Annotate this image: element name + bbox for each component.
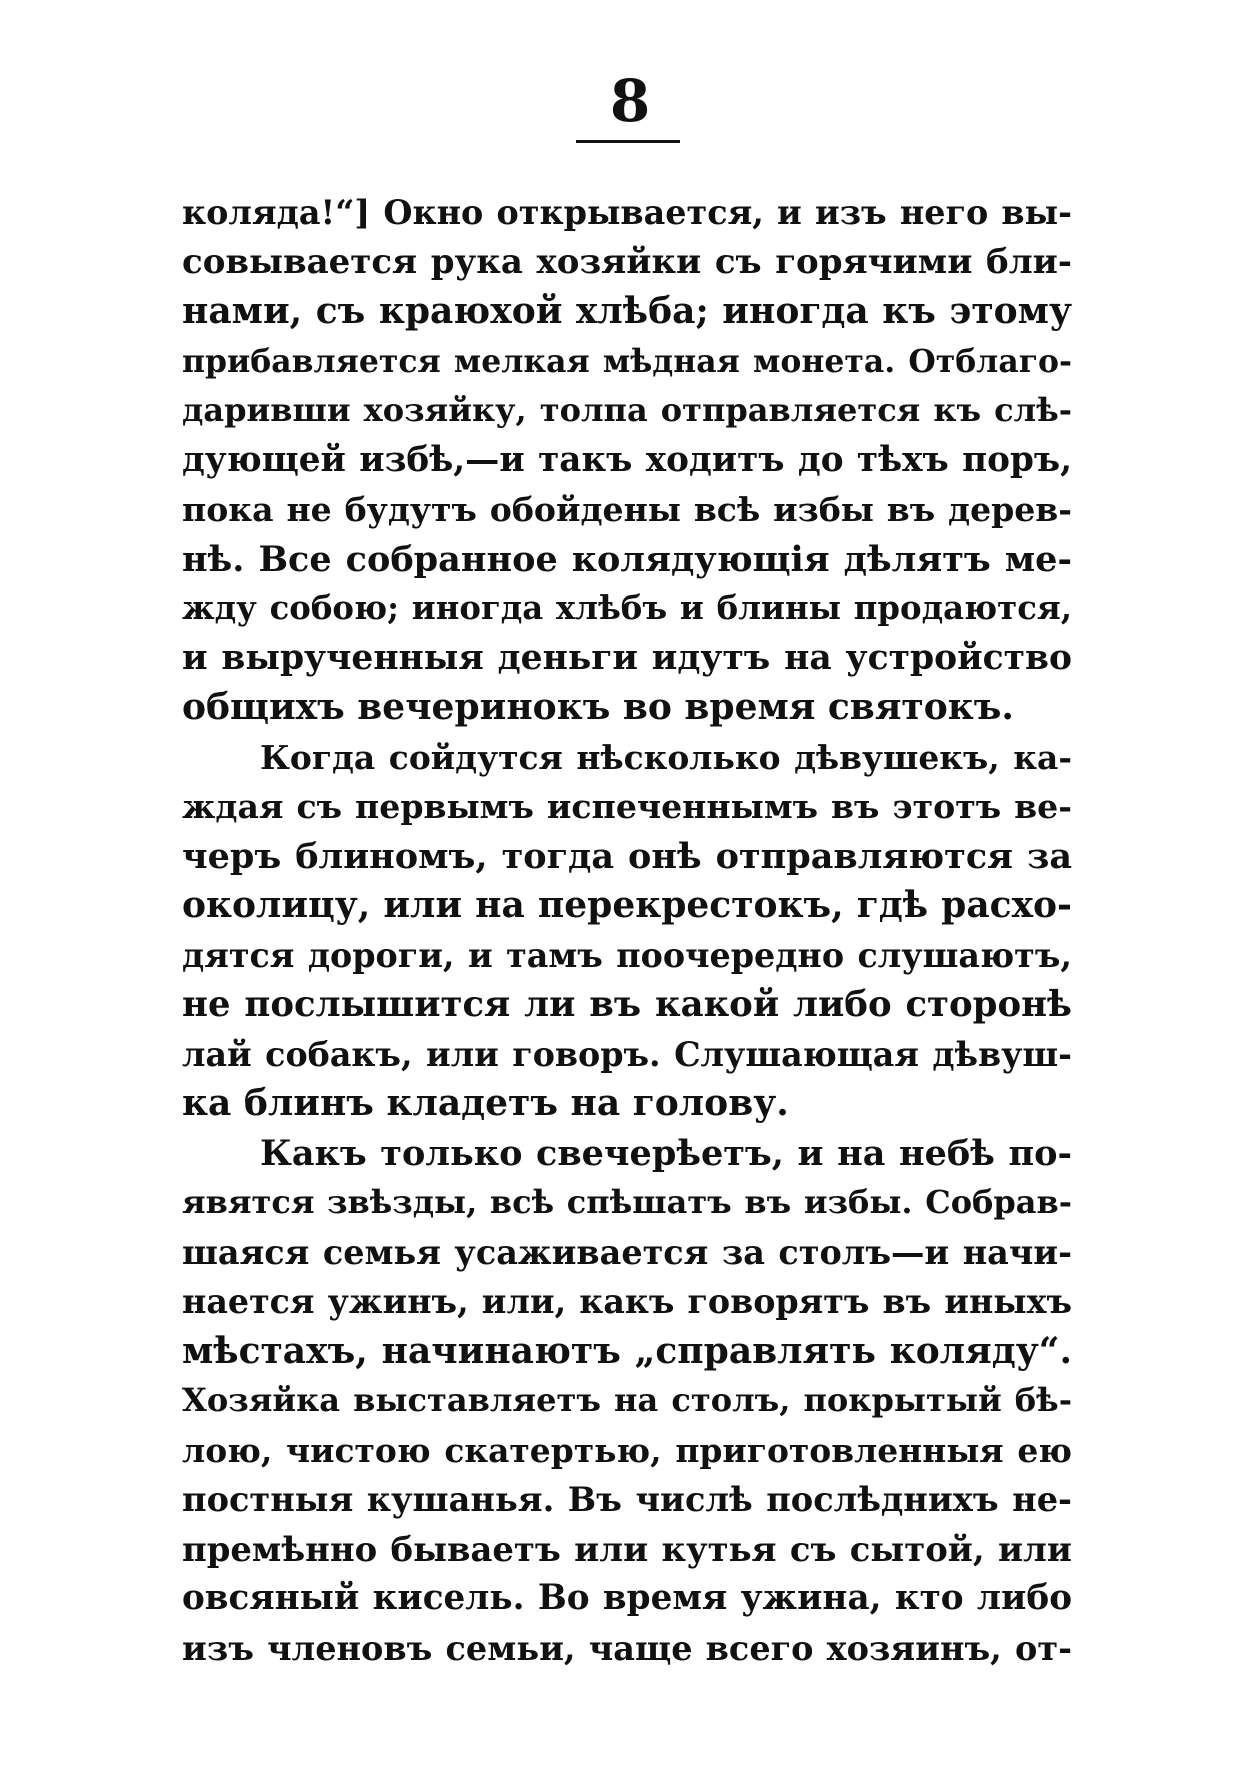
text-line: нѣ. Все собранное колядующія дѣлятъ ме- [182, 538, 1072, 580]
text-line: дующей избѣ,—и такъ ходитъ до тѣхъ поръ, [182, 439, 1072, 480]
text-line: прибавляется мелкая мѣдная монета. Отблаго- [182, 342, 1072, 380]
header-rule [576, 140, 680, 143]
text-line: Какъ только свечерѣетъ, и на небѣ по- [260, 1132, 1072, 1174]
text-line: общихъ вечеринокъ во время святокъ. [182, 686, 1014, 728]
text-line: околицу, или на перекрестокъ, гдѣ расхо- [182, 884, 1072, 926]
text-line: и вырученныя деньги идутъ на устройство [182, 637, 1072, 678]
text-line: пока не будутъ обойдены всѣ избы въ дерев- [182, 490, 1072, 529]
text-line: дятся дороги, и тамъ поочередно слушаютъ, [182, 935, 1072, 975]
page-number: 8 [609, 67, 651, 135]
text-line: не послышится ли въ какой либо сторонѣ [182, 984, 1072, 1025]
text-line: премѣнно бываетъ или кутья съ сытой, или [182, 1528, 1072, 1569]
text-line: овсяный кисель. Во время ужина, кто либо [182, 1578, 1072, 1618]
text-line: Хозяйка выставляетъ на столъ, покрытый бѣ- [182, 1381, 1072, 1419]
paragraph-3 [182, 1129, 1072, 1674]
text-line: шаяся семья усаживается за столъ—и начи- [182, 1232, 1072, 1272]
text-line: совывается рука хозяйки съ горячими бли- [182, 241, 1072, 282]
text-line: лай собакъ, или говоръ. Слушающая дѣвуш- [182, 1034, 1072, 1074]
body-text [182, 188, 1072, 1673]
text-line: черъ блиномъ, тогда онѣ отправляются за [182, 835, 1072, 877]
text-line: жду собою; иногда хлѣбъ и блины продаются, [182, 589, 1072, 627]
paragraph-2 [182, 733, 1072, 1129]
text-line: коляда!“] Окно открывается, и изъ него вы- [182, 193, 1072, 232]
text-line: явятся звѣзды, всѣ спѣшатъ въ избы. Собрав- [182, 1183, 1072, 1221]
text-line: нами, съ краюхой хлѣба; иногда къ этому [182, 290, 1072, 332]
text-line: нается ужинъ, или, какъ говорятъ въ иныхъ [182, 1282, 1072, 1321]
text-line: ка блинъ кладетъ на голову. [182, 1082, 789, 1124]
text-line: ждая съ первымъ испеченнымъ въ этотъ ве- [182, 787, 1072, 826]
text-line: лою, чистою скатертью, приготовленныя ею [182, 1430, 1072, 1470]
text-line: постныя кушанья. Въ числѣ послѣднихъ не- [182, 1479, 1072, 1519]
text-line: мѣстахъ, начинаютъ „справлять коляду“. [182, 1329, 1072, 1372]
text-line: Когда сойдутся нѣсколько дѣвушекъ, ка- [260, 737, 1072, 777]
paragraph-1 [182, 188, 1072, 733]
text-line: даривши хозяйку, толпа отправляется къ слѣ- [182, 391, 1072, 429]
text-line: изъ членовъ семьи, чаще всего хозяинъ, от- [182, 1628, 1072, 1668]
